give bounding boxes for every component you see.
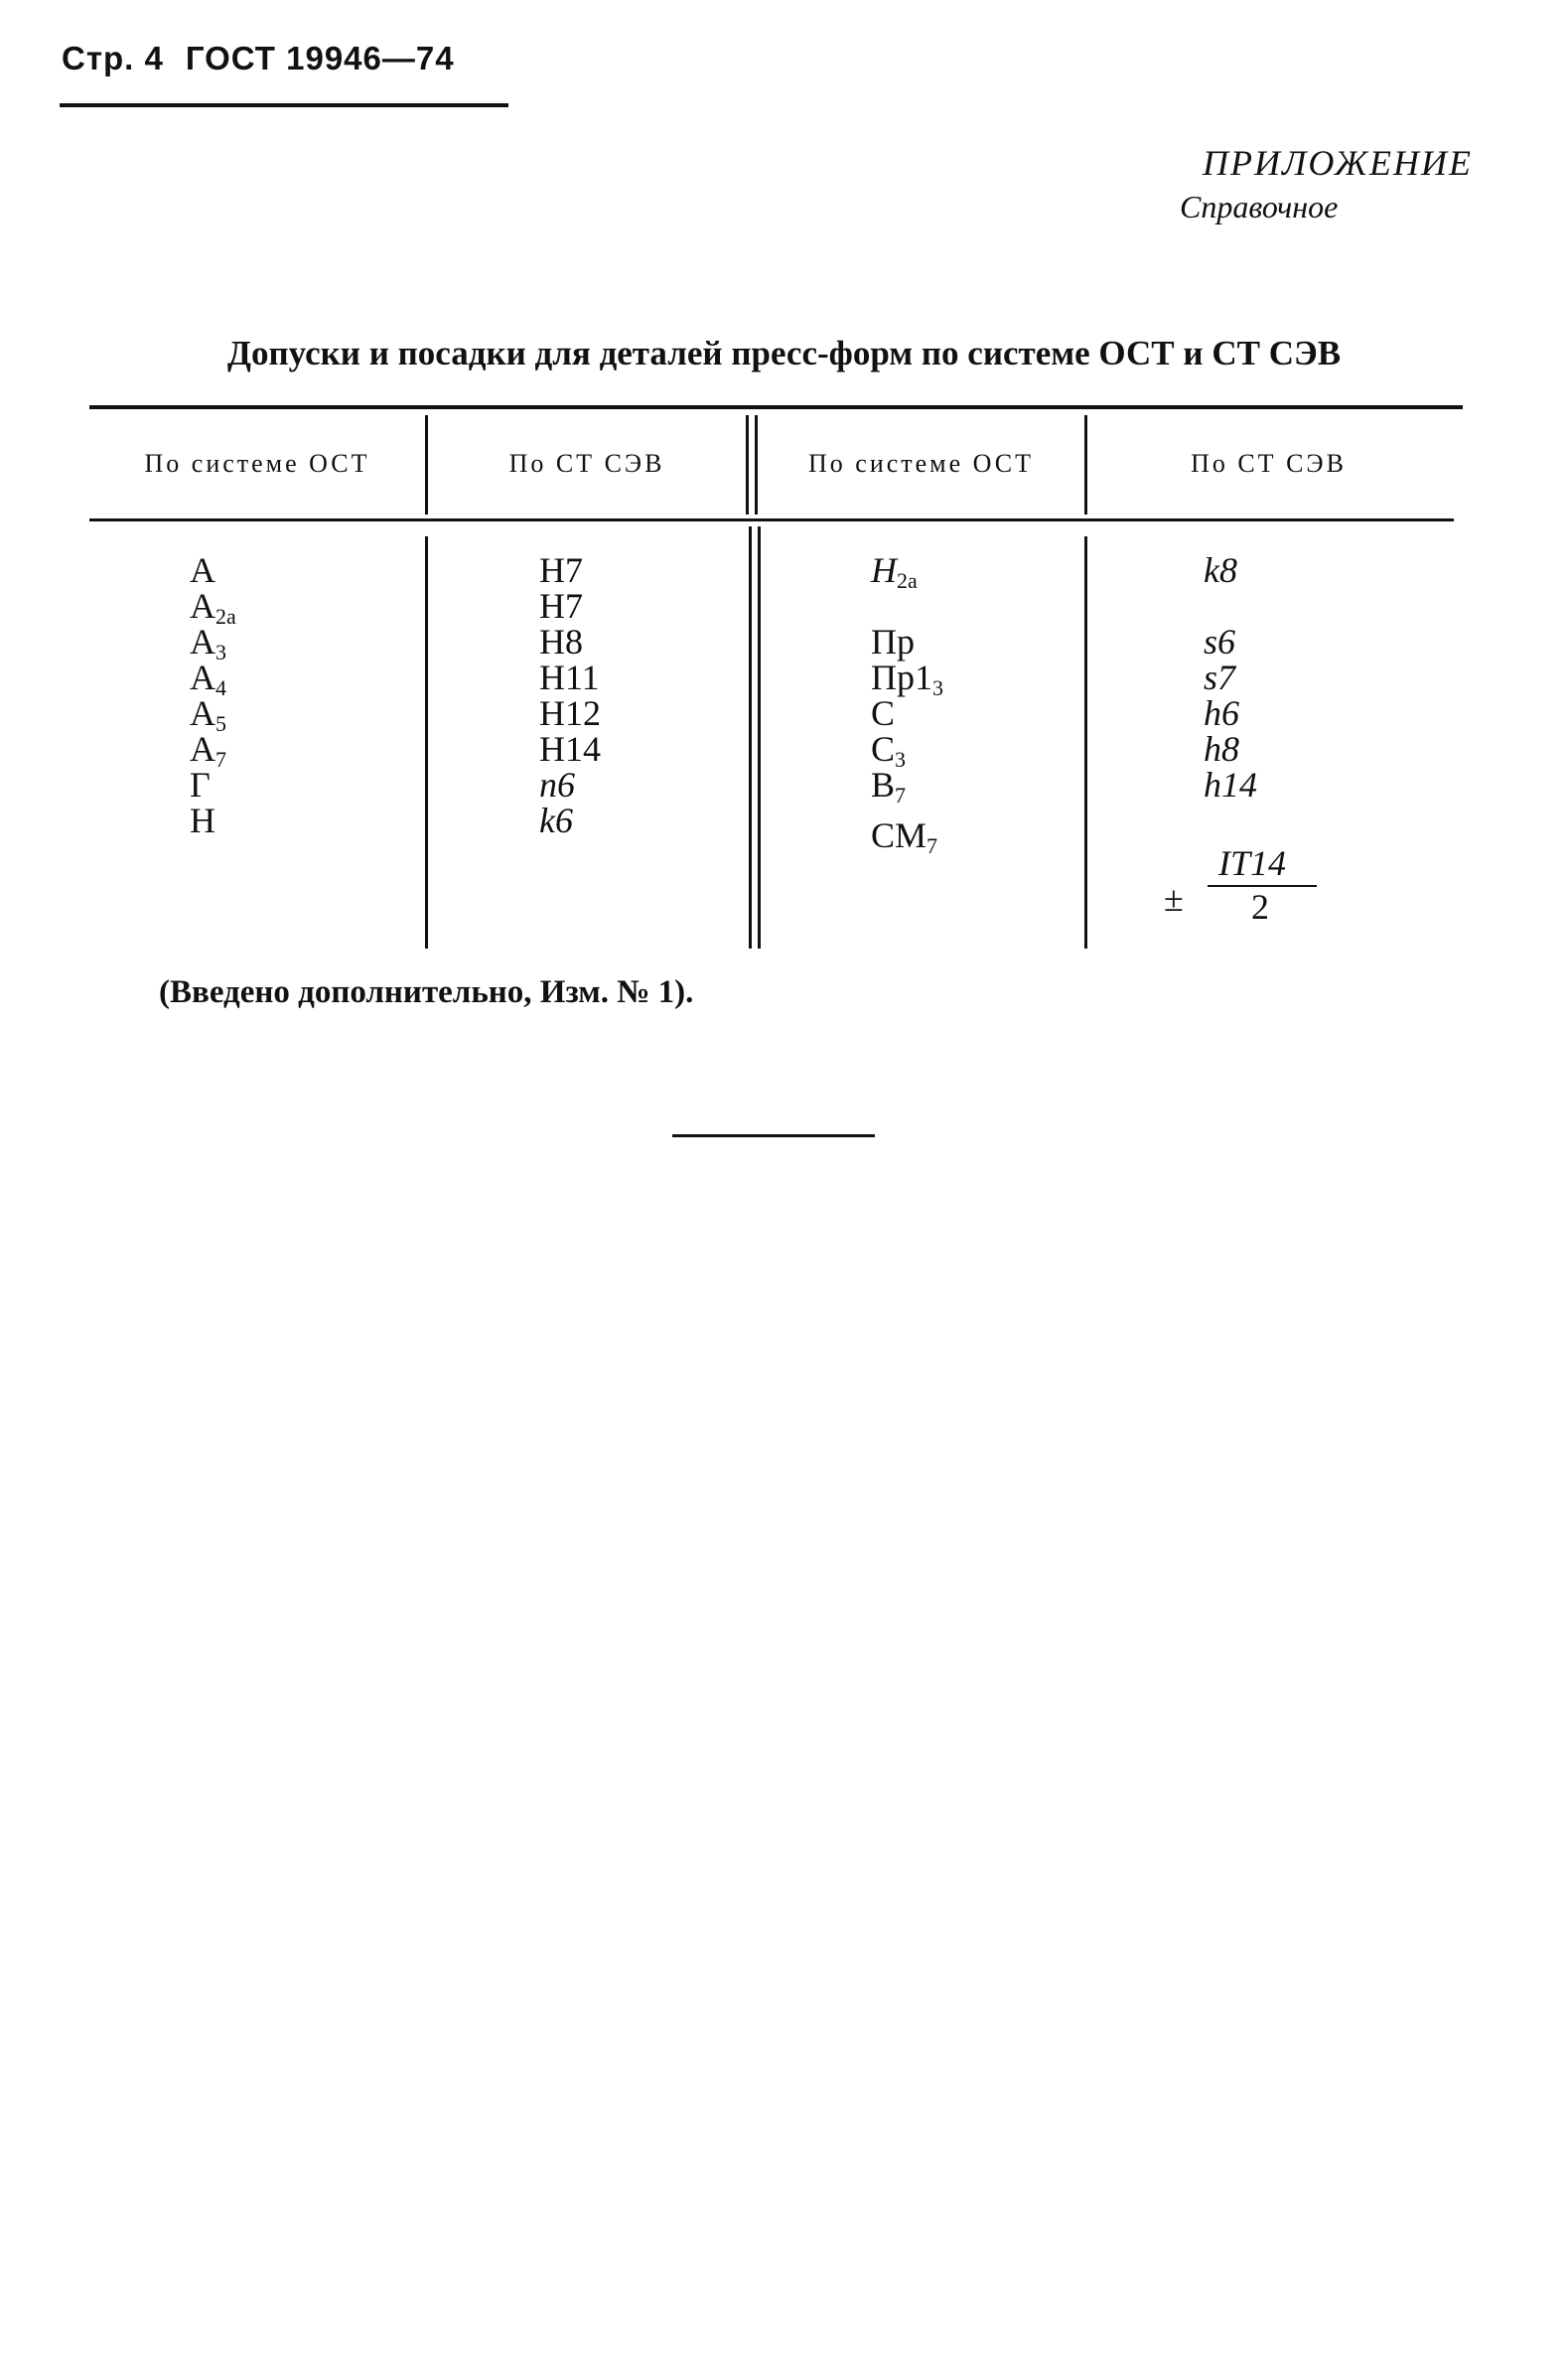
- table-cell: $A_5$: [190, 693, 226, 736]
- table-cell: h6: [1204, 693, 1239, 733]
- header-sev-left: По СТ СЭВ: [508, 449, 665, 478]
- table-cell: n6: [539, 765, 575, 805]
- column-divider: [1084, 536, 1087, 949]
- standard-number: ГОСТ 19946—74: [185, 40, 455, 76]
- table-cell: $A_7$: [190, 729, 226, 772]
- header-ost-left: По системе ОСТ: [144, 449, 370, 478]
- table-cell: С: [871, 693, 896, 733]
- table-cell: A: [190, 550, 215, 590]
- amendment-note: (Введено дополнительно, Изм. № 1).: [159, 974, 694, 1010]
- column-divider-double: [758, 526, 761, 949]
- column-divider-double: [749, 526, 752, 949]
- table-cell: $С_3$: [871, 729, 907, 772]
- table-cell: Г: [190, 765, 211, 805]
- appendix-type: Справочное: [1180, 189, 1339, 224]
- table-cell: Пр: [871, 622, 915, 662]
- table-cell: $H_{2а}$: [871, 550, 918, 593]
- table-cell: H11: [539, 658, 600, 697]
- column-divider: [425, 536, 428, 949]
- table-cell: $Пр1_3$: [871, 658, 943, 700]
- closing-rule: [672, 1134, 875, 1137]
- table-cell: $СМ_7$: [871, 815, 938, 858]
- table-cell: h14: [1204, 765, 1257, 805]
- column-divider-double: [746, 415, 749, 515]
- column-sev-right: [1204, 552, 1257, 803]
- table-cell: s7: [1204, 658, 1236, 697]
- page-header: [62, 40, 455, 77]
- table-cell: k8: [1204, 550, 1237, 590]
- column-ost-left: [190, 552, 236, 838]
- header-sev-right: По СТ СЭВ: [1191, 449, 1347, 478]
- fraction-numerator: IT14: [1218, 843, 1287, 883]
- table-cell: H7: [539, 586, 583, 626]
- table-cell: $A_3$: [190, 622, 226, 664]
- table-cell: $A_4$: [190, 658, 226, 700]
- table-cell: h8: [1204, 729, 1239, 769]
- table-cell: H7: [539, 550, 583, 590]
- page-number: Стр. 4: [62, 40, 164, 76]
- header-underline: [60, 103, 508, 107]
- table-cell: H14: [539, 729, 601, 769]
- table-cell: Н: [190, 801, 215, 840]
- table-top-rule: [89, 405, 1463, 409]
- table-cell: H8: [539, 622, 583, 662]
- plus-minus-sign: ±: [1164, 879, 1184, 919]
- column-ost-right: [871, 550, 943, 858]
- table-title: Допуски и посадки для деталей пресс-форм по системе ОСТ и СТ СЭВ: [226, 334, 1342, 372]
- table-cell: k6: [539, 801, 573, 840]
- table-cell: s6: [1204, 622, 1236, 662]
- column-sev-left: [539, 552, 601, 838]
- fraction-denominator: 2: [1251, 887, 1269, 927]
- table-cell: $В_7$: [871, 765, 907, 808]
- table-cell: $A_{2а}$: [190, 586, 236, 629]
- table-cell: H12: [539, 693, 601, 733]
- header-ost-right: По системе ОСТ: [808, 449, 1034, 478]
- table-header-rule: [89, 518, 1454, 521]
- appendix-label: ПРИЛОЖЕНИЕ: [1203, 143, 1473, 183]
